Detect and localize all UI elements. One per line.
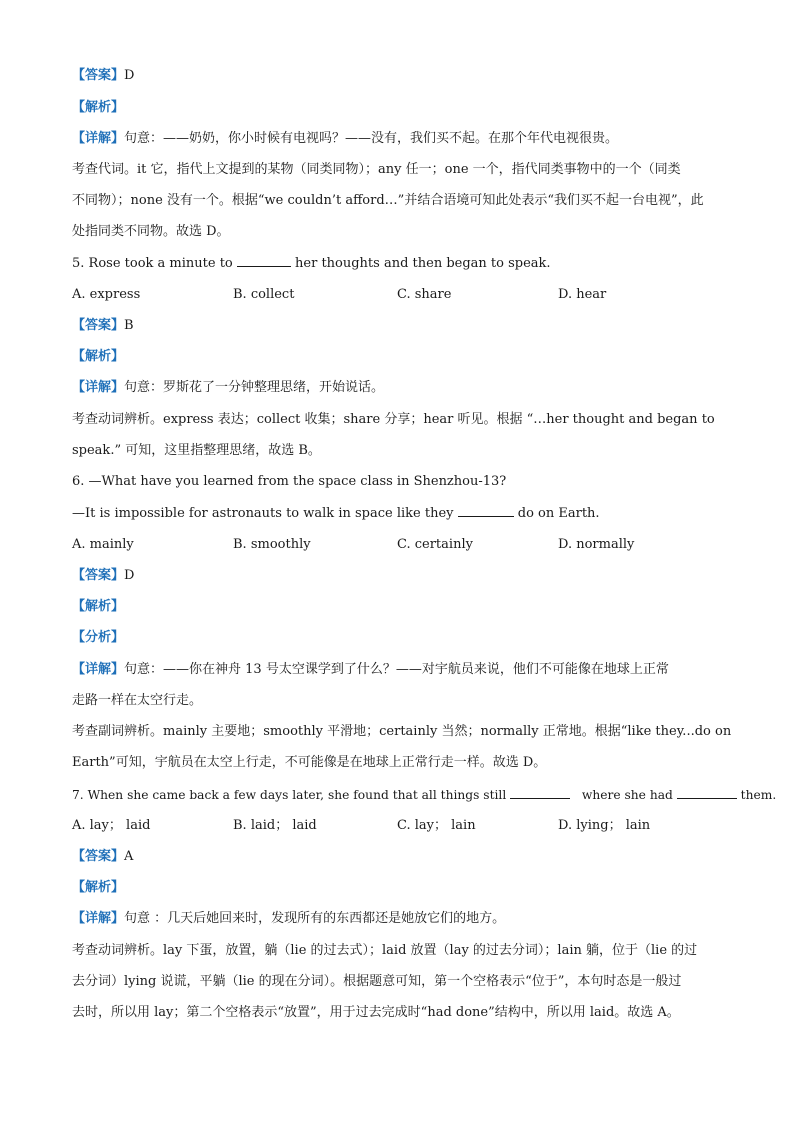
q6-explanation-1: 考查副词辨析。mainly 主要地；smoothly 平滑地；certainly 当然；normally 正常地。根据“like they...do on	[72, 724, 732, 739]
q6-meaning-1: 句意：——你在神舟 13 号太空课学到了什么？——对宇航员来说，他们不可能像在地球上正常	[124, 662, 669, 677]
q7-stem: 7. When she came back a few days later, she found that all things still where she had them.	[72, 788, 777, 802]
prev-analysis-label: 【解析】	[72, 100, 125, 115]
q7-explanation-2: 去分词）lying 说谎，平躺（lie 的现在分词）。根据题意可知，第一个空格表示“位于”，本句时态是一般过	[72, 974, 682, 989]
q7-answer-line: 【答案】A	[72, 849, 134, 864]
q7-meaning: 句意 ：几天后她回来时，发现所有的东西都还是她放它们的地方。	[124, 911, 506, 926]
q5-explanation-2: speak.” 可知，这里指整理思绪，故选 B。	[72, 443, 321, 458]
q6-explanation-2: Earth”可知，宇航员在太空上行走，不可能像是在地球上正常行走一样。故选 D。	[72, 755, 547, 770]
prev-explanation-2: 不同物）；none 没有一个。根据“we couldn’t afford…”并结合语境可知此处表示“我们买不起一台电视”，此	[72, 193, 704, 208]
q5-detail-line: 【详解】句意：罗斯花了一分钟整理思绪，开始说话。	[72, 380, 385, 395]
answer-label: 【答案】	[72, 68, 125, 83]
q5-option-c: C. share	[397, 287, 452, 302]
q5-option-a: A. express	[72, 287, 141, 302]
q7-option-b: B. laid； laid	[233, 818, 317, 833]
prev-explanation-3: 处指同类不同物。故选 D。	[72, 224, 230, 239]
q6-option-d: D. normally	[558, 537, 635, 552]
q6-stem-1: 6. —What have you learned from the space class in Shenzhou-13?	[72, 474, 507, 489]
q7-explanation-1: 考查动词辨析。lay 下蛋，放置，躺（lie 的过去式）；laid 放置（lay 的过去分词）；lain 躺，位于（lie 的过	[72, 943, 698, 958]
prev-detail-line	[72, 129, 618, 149]
q5-explanation-1: 考查动词辨析。express 表达；collect 收集；share 分享；hear 听见。根据 “…her thought and began to	[72, 412, 715, 427]
q7-explanation-3: 去时，所以用 lay；第二个空格表示“放置”，用于过去完成时“had done”结构中，所以用 laid。故选 A。	[72, 1005, 680, 1020]
q7-option-d: D. lying； lain	[558, 818, 651, 833]
q7-option-a: A. lay； laid	[72, 818, 151, 833]
q5-meaning: 句意：罗斯花了一分钟整理思绪，开始说话。	[124, 380, 385, 395]
q6-analyze-label: 【分析】	[72, 630, 125, 645]
q5-blank	[237, 254, 291, 267]
q6-answer: D	[124, 568, 135, 583]
q6-option-b: B. smoothly	[233, 537, 311, 552]
q5-option-b: B. collect	[233, 287, 295, 302]
q5-answer-line: 【答案】B	[72, 318, 134, 333]
prev-answer-line	[72, 66, 134, 86]
detail-label: 【详解】	[72, 131, 125, 146]
q7-answer: A	[124, 849, 134, 864]
q5-option-d: D. hear	[558, 287, 607, 302]
q5-stem: 5. Rose took a minute to her thoughts and then began to speak.	[72, 256, 551, 271]
q6-stem-2: —It is impossible for astronauts to walk in space like they do on Earth.	[72, 506, 600, 521]
q7-option-c: C. lay； lain	[397, 818, 476, 833]
q6-option-c: C. certainly	[397, 537, 473, 552]
q6-option-a: A. mainly	[72, 537, 134, 552]
q6-blank	[458, 504, 514, 517]
q6-analysis-label: 【解析】	[72, 599, 125, 614]
prev-answer: D	[124, 68, 135, 83]
q6-detail-line: 【详解】句意：——你在神舟 13 号太空课学到了什么？——对宇航员来说，他们不可能像在地球上正常	[72, 662, 669, 677]
q6-meaning-2: 走路一样在太空行走。	[72, 693, 203, 708]
q7-detail-line: 【详解】句意 ：几天后她回来时，发现所有的东西都还是她放它们的地方。	[72, 911, 506, 926]
q7-blank-1	[510, 786, 570, 799]
q5-analysis-label: 【解析】	[72, 349, 125, 364]
q5-answer: B	[124, 318, 134, 333]
q7-analysis-label: 【解析】	[72, 880, 125, 895]
q7-blank-2	[677, 786, 737, 799]
prev-explanation-1: 考查代词。it 它，指代上文提到的某物（同类同物）；any 任一；one 一个，指代同类事物中的一个（同类	[72, 162, 681, 177]
prev-meaning: 句意：——奶奶，你小时候有电视吗？——没有，我们买不起。在那个年代电视很贵。	[124, 131, 619, 146]
q6-answer-line: 【答案】D	[72, 568, 135, 583]
